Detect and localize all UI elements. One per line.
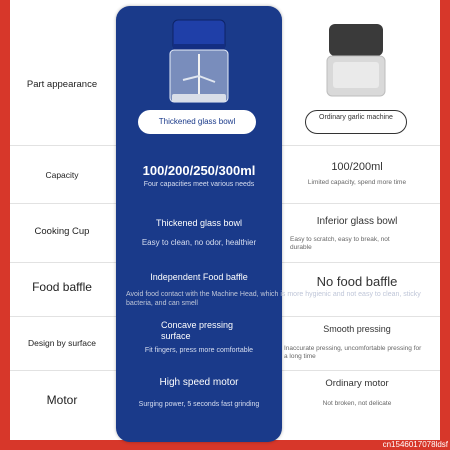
row-label-food-baffle: Food baffle	[32, 280, 92, 294]
ordinary-capacity-sub: Limited capacity, spend more time	[307, 179, 407, 186]
ordinary-surface-title: Smooth pressing	[323, 324, 391, 334]
ordinary-machine-image	[321, 22, 391, 102]
row-label-motor: Motor	[46, 393, 78, 407]
ordinary-baffle-title: No food baffle	[316, 274, 398, 289]
watermark-text: cn1546017078ldsf	[382, 440, 448, 449]
ordinary-appearance-label: Ordinary garlic machine	[319, 114, 393, 121]
product-appearance-label: Thickened glass bowl	[158, 117, 236, 126]
row-label-capacity: Capacity	[45, 170, 79, 180]
ordinary-cup-title: Inferior glass bowl	[316, 216, 398, 227]
product-cup-sub: Easy to clean, no odor, healthier	[141, 238, 257, 247]
product-capacity-title: 100/200/250/300ml	[142, 163, 256, 178]
product-surface-sub: Fit fingers, press more comfortable	[144, 347, 254, 354]
product-motor-sub: Surging power, 5 seconds fast grinding	[138, 401, 260, 408]
ordinary-motor-title: Ordinary motor	[325, 378, 389, 389]
ordinary-appearance-pill	[305, 110, 407, 134]
product-column	[116, 6, 282, 442]
row-label-part-appearance: Part appearance	[26, 79, 98, 90]
product-surface-title: Concave pressing surface	[161, 320, 234, 341]
ordinary-cup-sub: Easy to scratch, easy to break, not durable	[290, 236, 390, 251]
product-motor-title: High speed motor	[159, 377, 239, 388]
ordinary-surface-sub: Inaccurate pressing, uncomfortable pressing for a long time	[284, 345, 422, 360]
ordinary-motor-sub: Not broken, not delicate	[322, 400, 392, 407]
row-label-cooking-cup: Cooking Cup	[34, 226, 90, 237]
product-baffle-title: Independent Food baffle	[150, 272, 248, 282]
product-cup-title: Thickened glass bowl	[155, 218, 243, 228]
ordinary-capacity-title: 100/200ml	[331, 161, 383, 173]
product-baffle-sub: Avoid food contact with the Machine Head, which is more hygienic and not easy to clean, sticky bacteria, and can smell	[126, 291, 421, 307]
chopper-product-image	[159, 18, 239, 108]
row-label-design-by-surface: Design by surface	[27, 338, 97, 348]
product-appearance-pill	[138, 110, 256, 134]
product-capacity-sub: Four capacities meet various needs	[143, 181, 255, 188]
